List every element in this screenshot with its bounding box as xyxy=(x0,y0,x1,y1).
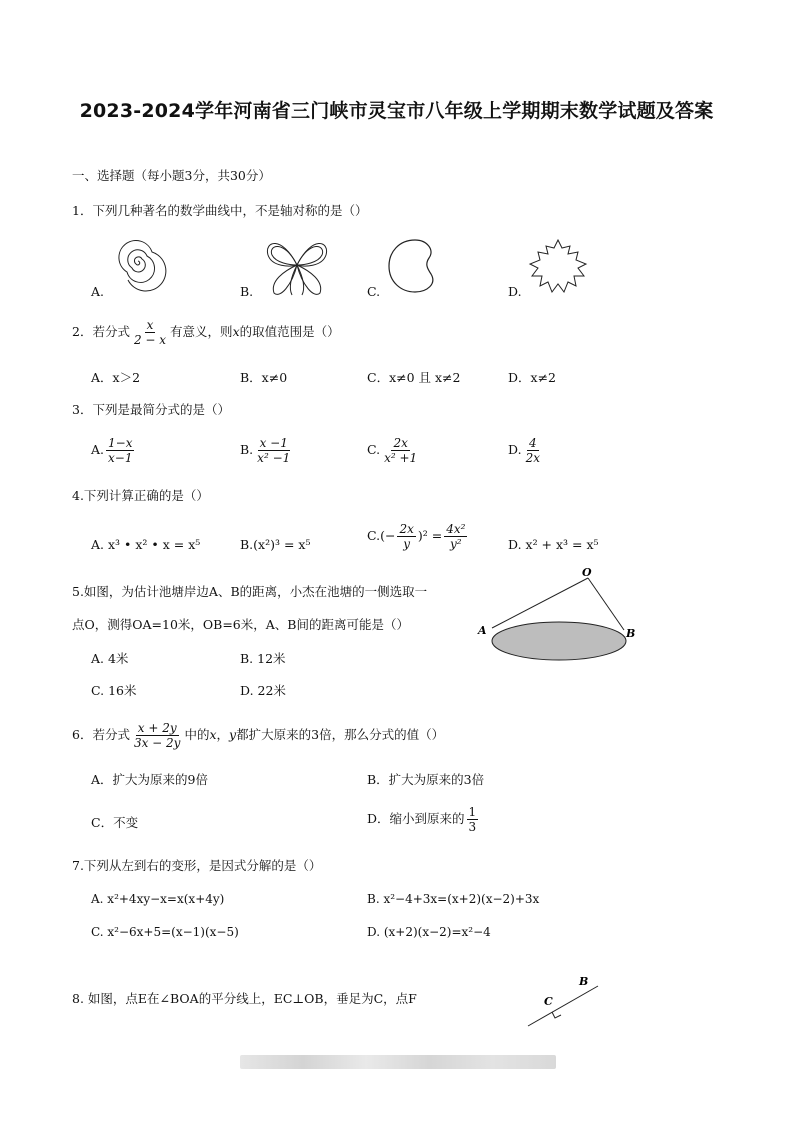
question-5-line-1: 5.如图，为估计池塘岸边A、B的距离，小杰在池塘的一侧选取一 xyxy=(72,584,428,599)
question-6-stem: 6．若分式 $\frac{x + 2y}{3x - 2y}$ 中的x，y都扩大原来的3倍，那么分式的值（） xyxy=(72,721,445,750)
question-4-stem: 4.下列计算正确的是（） xyxy=(72,488,209,503)
q2-option-c: C．x≠0 且 x≠2 xyxy=(367,370,461,385)
q6-option-a: A．扩大为原来的9倍 xyxy=(91,772,208,787)
angle-bisector-figure xyxy=(526,974,606,1030)
q6-option-b: B．扩大为原来的3倍 xyxy=(367,772,485,787)
q6-option-c: C．不变 xyxy=(91,815,139,830)
q1-option-c: C. xyxy=(367,284,381,299)
question-2-stem: 2．若分式 $\frac{x}{2 - x}$ 有意义，则x的取值范围是（） xyxy=(72,318,340,347)
question-7-stem: 7.下列从左到右的变形，是因式分解的是（） xyxy=(72,858,322,873)
pond-label-b: B xyxy=(626,627,636,640)
angle-label-c: C xyxy=(544,995,553,1008)
q1-option-b: B. xyxy=(240,284,254,299)
q7-option-b: B. x²−4+3x=(x+2)(x−2)+3x xyxy=(367,892,540,906)
q1-option-a: A. xyxy=(91,284,105,299)
q7-option-a: A. x²+4xy−x=x(x+4y) xyxy=(91,892,225,906)
pond-label-a: A xyxy=(478,624,487,637)
question-8-stem: 8. 如图，点E在∠BOA的平分线上，EC⊥OB，垂足为C，点F xyxy=(72,991,417,1006)
question-3-stem: 3．下列是最简分式的是（） xyxy=(72,402,230,417)
pond-label-o: O xyxy=(582,566,592,579)
blurred-footer-watermark xyxy=(240,1055,556,1069)
q2-option-b: B．x≠0 xyxy=(240,370,288,385)
q2-option-a: A．x＞2 xyxy=(91,370,141,385)
koch-snowflake-figure xyxy=(526,238,590,296)
q4-option-b: B.(x²)³ = x⁵ xyxy=(240,537,311,552)
cardioid-curve-figure xyxy=(385,236,441,296)
q3-option-d: D. $\frac{4}{2x}$ xyxy=(508,436,540,465)
q6-option-d: D．缩小到原来的 $\frac{1}{3}$ xyxy=(367,805,477,834)
question-5-line-2: 点O，测得OA=10米，OB=6米，A、B间的距离可能是（） xyxy=(72,617,409,632)
q5-option-a: A. 4米 xyxy=(91,651,129,666)
q1-option-d: D. xyxy=(508,284,522,299)
q3-option-b: B. $\frac{x -1}{\text{x² −1}}$ xyxy=(240,436,291,465)
pond-figure xyxy=(476,564,646,668)
q4-option-c: C.(− $\frac{2x}{y}$ )² = $\frac{\text{4x²}}{\text{y²}}$ xyxy=(367,522,466,551)
angle-label-b: B xyxy=(579,975,589,988)
q5-option-d: D. 22米 xyxy=(240,683,286,698)
q5-option-c: C. 16米 xyxy=(91,683,137,698)
section-heading: 一、选择题（每小题3分，共30分） xyxy=(72,168,271,183)
q4-option-d: D. x² + x³ = x⁵ xyxy=(508,537,599,552)
question-1-stem: 1．下列几种著名的数学曲线中，不是轴对称的是（） xyxy=(72,203,368,218)
q7-option-c: C. x²−6x+5=(x−1)(x−5) xyxy=(91,925,239,939)
butterfly-curve-figure xyxy=(262,235,332,299)
q3-option-a: A. $\frac{1-x}{x-1}$ xyxy=(91,436,133,465)
spiral-curve-figure xyxy=(108,233,168,293)
page-title: 2023-2024学年河南省三门峡市灵宝市八年级上学期期末数学试题及答案 xyxy=(79,100,714,122)
q4-option-a: A. x³ • x² • x = x⁵ xyxy=(91,537,201,552)
q3-option-c: C. $\frac{2x}{\text{x² +1}}$ xyxy=(367,436,418,465)
q5-option-b: B. 12米 xyxy=(240,651,286,666)
q2-fraction: $\frac{x}{2 - x}$ xyxy=(133,318,167,347)
q7-option-d: D. (x+2)(x−2)=x²−4 xyxy=(367,925,491,939)
q2-option-d: D．x≠2 xyxy=(508,370,556,385)
